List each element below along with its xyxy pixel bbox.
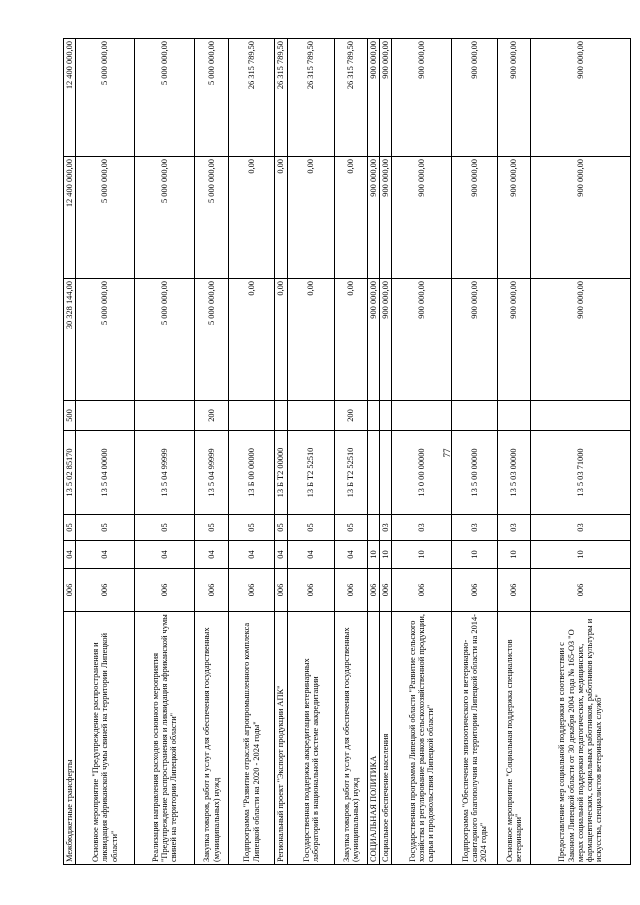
row-expense-type (76, 401, 135, 431)
row-amount-3: 26 315 789,50 (288, 39, 335, 157)
row-amount-1: 5 000 000,00 (76, 279, 135, 401)
row-expense-type (531, 401, 631, 431)
row-ved-code: 006 (335, 569, 368, 612)
row-section-code: 10 (368, 541, 380, 569)
row-ved-code: 006 (498, 569, 531, 612)
row-section-code: 04 (229, 541, 275, 569)
row-ved-code: 006 (380, 569, 392, 612)
row-amount-3: 26 315 789,50 (335, 39, 368, 157)
row-subsection-code: 05 (135, 515, 195, 541)
row-expense-type (135, 401, 195, 431)
row-target-article: 13 5 04 00000 (76, 431, 135, 515)
row-amount-1: 0,00 (275, 279, 288, 401)
row-expense-type (380, 401, 392, 431)
page-number: 77 (442, 448, 452, 458)
row-amount-3: 26 315 789,50 (229, 39, 275, 157)
row-amount-2: 5 000 000,00 (195, 157, 229, 279)
row-section-code: 04 (64, 541, 76, 569)
row-ved-code: 006 (135, 569, 195, 612)
row-section-code: 04 (288, 541, 335, 569)
row-ved-code: 006 (229, 569, 275, 612)
row-amount-2: 0,00 (335, 157, 368, 279)
row-amount-3: 900 000,00 (392, 39, 452, 157)
row-expense-type: 200 (195, 401, 229, 431)
row-amount-1: 5 000 000,00 (195, 279, 229, 401)
row-amount-2: 900 000,00 (368, 157, 380, 279)
row-expense-type (392, 401, 452, 431)
row-target-article: 13 Б Т2 52510 (335, 431, 368, 515)
row-amount-1: 900 000,00 (498, 279, 531, 401)
table-row (288, 39, 335, 865)
row-name: Региональный проект "Экспорт продукции АПК" (275, 612, 288, 865)
row-amount-3: 5 000 000,00 (195, 39, 229, 157)
row-name: СОЦИАЛЬНАЯ ПОЛИТИКА (368, 612, 380, 865)
row-ved-code: 006 (64, 569, 76, 612)
table-row (368, 39, 380, 865)
table-row (392, 39, 452, 865)
row-name: Социальное обеспечение населения (380, 612, 392, 865)
row-amount-1: 900 000,00 (452, 279, 498, 401)
table-row (229, 39, 275, 865)
row-ved-code: 006 (368, 569, 380, 612)
row-name: Государственная поддержка аккредитации ветеринарных лабораторий в национальной системе аккредитации (288, 612, 335, 865)
row-amount-2: 900 000,00 (452, 157, 498, 279)
row-amount-2: 900 000,00 (531, 157, 631, 279)
row-section-code: 10 (531, 541, 631, 569)
row-target-article: 13 Б Т2 52510 (288, 431, 335, 515)
row-subsection-code: 03 (531, 515, 631, 541)
row-amount-2: 5 000 000,00 (76, 157, 135, 279)
row-ved-code: 006 (275, 569, 288, 612)
row-expense-type (288, 401, 335, 431)
row-target-article: 13 5 00 00000 (452, 431, 498, 515)
row-section-code: 04 (275, 541, 288, 569)
row-amount-3: 12 400 000,00 (64, 39, 76, 157)
row-amount-1: 900 000,00 (368, 279, 380, 401)
row-section-code: 04 (135, 541, 195, 569)
row-amount-2: 0,00 (288, 157, 335, 279)
row-amount-1: 30 328 144,00 (64, 279, 76, 401)
row-name: Межбюджетные трансферты (64, 612, 76, 865)
row-target-article: 13 5 04 99999 (195, 431, 229, 515)
table-row (135, 39, 195, 865)
row-expense-type (498, 401, 531, 431)
row-target-article (380, 431, 392, 515)
row-subsection-code: 05 (288, 515, 335, 541)
row-name: Подпрограмма "Развитие отраслей агропромышленного комплекса Липецкой области на 2020 - 2024 годы" (229, 612, 275, 865)
row-subsection-code: 05 (195, 515, 229, 541)
row-subsection-code: 03 (392, 515, 452, 541)
row-expense-type (275, 401, 288, 431)
row-name: Реализация направления расходов основного мероприятия "Предупреждение распространения и ликвидация африканской чумы свиней на территории Липецкой области" (135, 612, 195, 865)
row-target-article: 13 5 02 85170 (64, 431, 76, 515)
row-subsection-code: 03 (452, 515, 498, 541)
row-target-article: 13 5 04 99999 (135, 431, 195, 515)
row-name: Закупка товаров, работ и услуг для обеспечения государственных (муниципальных) нужд (335, 612, 368, 865)
row-amount-2: 12 400 000,00 (64, 157, 76, 279)
row-section-code: 04 (335, 541, 368, 569)
row-target-article: 13 5 03 71000 (531, 431, 631, 515)
table-row (531, 39, 631, 865)
row-amount-1: 0,00 (288, 279, 335, 401)
row-section-code: 04 (195, 541, 229, 569)
row-section-code: 10 (392, 541, 452, 569)
row-name: Подпрограмма "Обеспечение эпизоотического и ветеринарно-санитарного благополучия на территории Липецкой области на 2014-2024 годы" (452, 612, 498, 865)
budget-table (63, 38, 631, 865)
row-subsection-code: 05 (229, 515, 275, 541)
row-amount-2: 0,00 (229, 157, 275, 279)
row-amount-3: 900 000,00 (531, 39, 631, 157)
row-section-code: 10 (380, 541, 392, 569)
row-name: Закупка товаров, работ и услуг для обеспечения государственных (муниципальных) нужд (195, 612, 229, 865)
row-target-article: 13 5 03 00000 (498, 431, 531, 515)
row-ved-code: 006 (76, 569, 135, 612)
row-section-code: 10 (498, 541, 531, 569)
table-row (452, 39, 498, 865)
row-target-article (368, 431, 380, 515)
table-row (64, 39, 76, 865)
row-amount-1: 0,00 (229, 279, 275, 401)
row-amount-2: 5 000 000,00 (135, 157, 195, 279)
row-expense-type: 500 (64, 401, 76, 431)
row-subsection-code: 05 (275, 515, 288, 541)
row-amount-2: 900 000,00 (498, 157, 531, 279)
row-name: Государственная программа Липецкой области "Развитие сельского хозяйства и регулирование рынков сельскохозяйственной продукции, сырья и продовольствия Липецкой области" (392, 612, 452, 865)
row-ved-code: 006 (531, 569, 631, 612)
table-row (498, 39, 531, 865)
table-row (76, 39, 135, 865)
row-ved-code: 006 (452, 569, 498, 612)
row-amount-2: 900 000,00 (392, 157, 452, 279)
row-subsection-code: 05 (335, 515, 368, 541)
row-target-article: 13 Б 00 00000 (229, 431, 275, 515)
table-row (275, 39, 288, 865)
row-subsection-code: 03 (498, 515, 531, 541)
row-amount-1: 900 000,00 (531, 279, 631, 401)
row-amount-2: 0,00 (275, 157, 288, 279)
row-amount-3: 5 000 000,00 (76, 39, 135, 157)
rotated-table-container (63, 39, 640, 865)
row-amount-1: 900 000,00 (392, 279, 452, 401)
row-expense-type (368, 401, 380, 431)
row-ved-code: 006 (392, 569, 452, 612)
row-amount-3: 900 000,00 (380, 39, 392, 157)
row-name: Предоставление мер социальной поддержки в соответствии с Законом Липецкой области от 30 декабря 2004 года № 165-ОЗ "О мерах социальной поддержки педагогических, медицинских, фармацевтических, социальных работников, работников культуры и искусства, специалистов ветеринарных служб" (531, 612, 631, 865)
row-expense-type (229, 401, 275, 431)
row-expense-type: 200 (335, 401, 368, 431)
row-amount-1: 5 000 000,00 (135, 279, 195, 401)
row-amount-3: 900 000,00 (368, 39, 380, 157)
row-name: Основное мероприятие "Предупреждение распространения и ликвидация африканской чумы свиней на территории Липецкой области" (76, 612, 135, 865)
row-target-article: 13 Б Т2 00000 (275, 431, 288, 515)
row-ved-code: 006 (195, 569, 229, 612)
row-amount-3: 900 000,00 (452, 39, 498, 157)
row-subsection-code: 05 (64, 515, 76, 541)
row-name: Основное мероприятие "Социальная поддержка специалистов ветеринарии" (498, 612, 531, 865)
row-amount-1: 0,00 (335, 279, 368, 401)
row-amount-1: 900 000,00 (380, 279, 392, 401)
table-row (380, 39, 392, 865)
table-row (195, 39, 229, 865)
budget-table-area (63, 39, 640, 865)
row-expense-type (452, 401, 498, 431)
row-subsection-code: 03 (380, 515, 392, 541)
row-section-code: 04 (76, 541, 135, 569)
row-amount-3: 26 315 789,50 (275, 39, 288, 157)
table-row (335, 39, 368, 865)
row-section-code: 10 (452, 541, 498, 569)
row-ved-code: 006 (288, 569, 335, 612)
row-amount-3: 900 000,00 (498, 39, 531, 157)
row-amount-2: 900 000,00 (380, 157, 392, 279)
row-subsection-code: 05 (76, 515, 135, 541)
row-subsection-code (368, 515, 380, 541)
row-amount-3: 5 000 000,00 (135, 39, 195, 157)
row-target-article: 13 0 00 00000 (392, 431, 452, 515)
